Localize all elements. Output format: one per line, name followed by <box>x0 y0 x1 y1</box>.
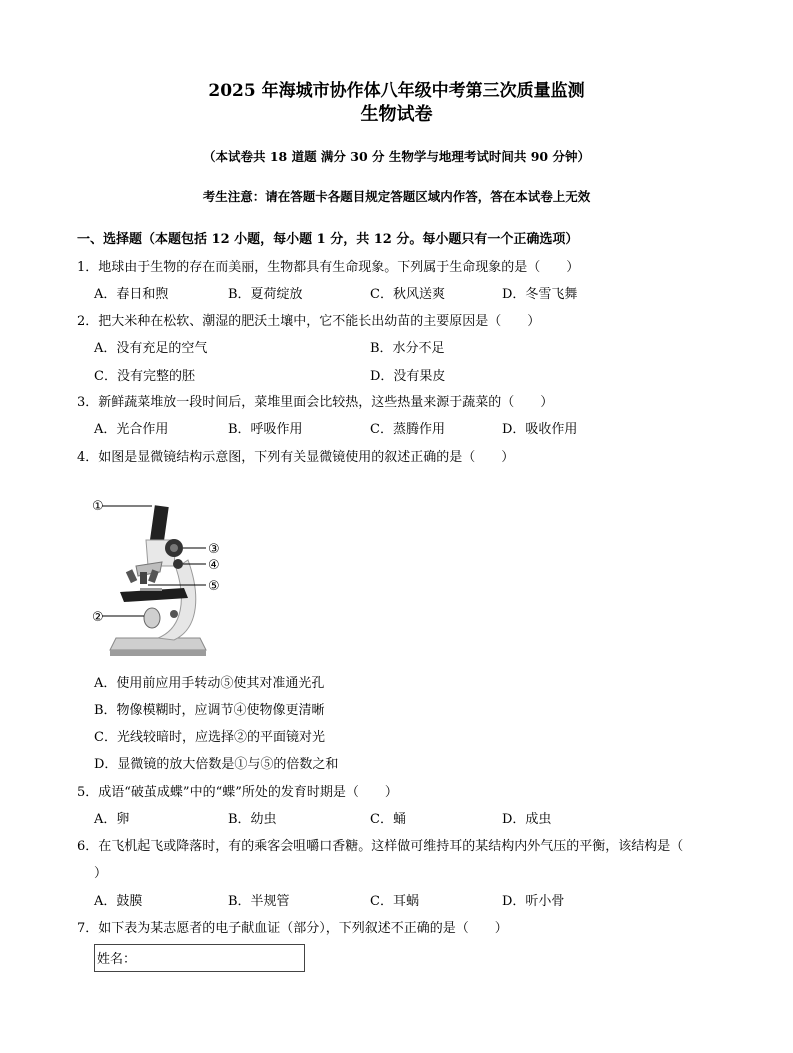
question-6-option-b: B．半规管 <box>228 894 290 909</box>
question-1-option-a: A．春日和煦 <box>94 287 169 302</box>
question-7-stem: 7．如下表为某志愿者的电子献血证（部分），下列叙述不正确的是（ ） <box>77 921 508 936</box>
question-6-stem-end: ） <box>94 866 108 881</box>
question-6-stem: 6．在飞机起飞或降落时，有的乘客会咀嚼口香糖。这样做可维持耳的某结构内外气压的平衡，该结构是（ <box>77 839 684 854</box>
question-5-option-c: C．蛹 <box>370 812 406 827</box>
section-heading: 一、选择题（本题包括 12 小题，每小题 1 分，共 12 分。每小题只有一个正确选项） <box>77 232 579 247</box>
exam-subtitle: 生物试卷 <box>360 104 433 125</box>
scope-label-2: ② <box>92 610 104 625</box>
exam-title: 2025 年海城市协作体八年级中考第三次质量监测 <box>208 81 585 101</box>
exam-info: （本试卷共 18 道题 满分 30 分 生物学与地理考试时间共 90 分钟） <box>202 149 590 164</box>
question-4-option-c: C．光线较暗时，应选择②的平面镜对光 <box>94 730 325 745</box>
question-3-option-c: C．蒸腾作用 <box>370 422 445 437</box>
question-5-stem: 5．成语“破茧成蝶”中的“蝶”所处的发育时期是（ ） <box>77 785 398 800</box>
question-3-option-a: A．光合作用 <box>94 422 169 437</box>
question-6-option-a: A．鼓膜 <box>94 894 143 909</box>
question-2-option-a: A．没有充足的空气 <box>94 341 208 356</box>
question-1-option-b: B．夏荷绽放 <box>228 287 303 302</box>
question-1-option-c: C．秋风送爽 <box>370 287 445 302</box>
question-4-option-a: A．使用前应用手转动⑤使其对准通光孔 <box>94 676 325 691</box>
question-4-option-b: B．物像模糊时，应调节④使物像更清晰 <box>94 703 325 718</box>
question-4-stem: 4．如图是显微镜结构示意图，下列有关显微镜使用的叙述正确的是（ ） <box>77 450 515 465</box>
scope-label-4: ④ <box>208 558 220 573</box>
question-2-option-c: C．没有完整的胚 <box>94 369 195 384</box>
question-3-stem: 3．新鲜蔬菜堆放一段时间后，菜堆里面会比较热，这些热量来源于蔬菜的（ ） <box>77 395 554 410</box>
question-5-option-a: A．卵 <box>94 812 130 827</box>
scope-label-5: ⑤ <box>208 579 220 594</box>
question-2-stem: 2．把大米种在松软、潮湿的肥沃土壤中，它不能长出幼苗的主要原因是（ ） <box>77 314 541 329</box>
question-2-option-b: B．水分不足 <box>370 341 445 356</box>
question-6-option-d: D．听小骨 <box>502 894 565 909</box>
question-6-option-c: C．耳蜗 <box>370 894 419 909</box>
blood-donation-table <box>94 944 305 972</box>
exam-notice: 考生注意：请在答题卡各题目规定答题区域内作答，答在本试卷上无效 <box>202 189 591 204</box>
table-cell-name: 姓名： <box>97 952 137 967</box>
scope-label-3: ③ <box>208 542 220 557</box>
question-5-option-d: D．成虫 <box>502 812 552 827</box>
question-1-option-d: D．冬雪飞舞 <box>502 287 578 302</box>
question-3-option-d: D．吸收作用 <box>502 422 578 437</box>
scope-label-1: ① <box>92 499 104 514</box>
question-5-option-b: B．幼虫 <box>228 812 277 827</box>
question-4-option-d: D．显微镜的放大倍数是①与⑤的倍数之和 <box>94 757 339 772</box>
question-3-option-b: B．呼吸作用 <box>228 422 303 437</box>
question-2-option-d: D．没有果皮 <box>370 369 446 384</box>
microscope-diagram <box>88 488 248 663</box>
question-1-stem: 1．地球由于生物的存在而美丽，生物都具有生命现象。下列属于生命现象的是（ ） <box>77 260 580 275</box>
